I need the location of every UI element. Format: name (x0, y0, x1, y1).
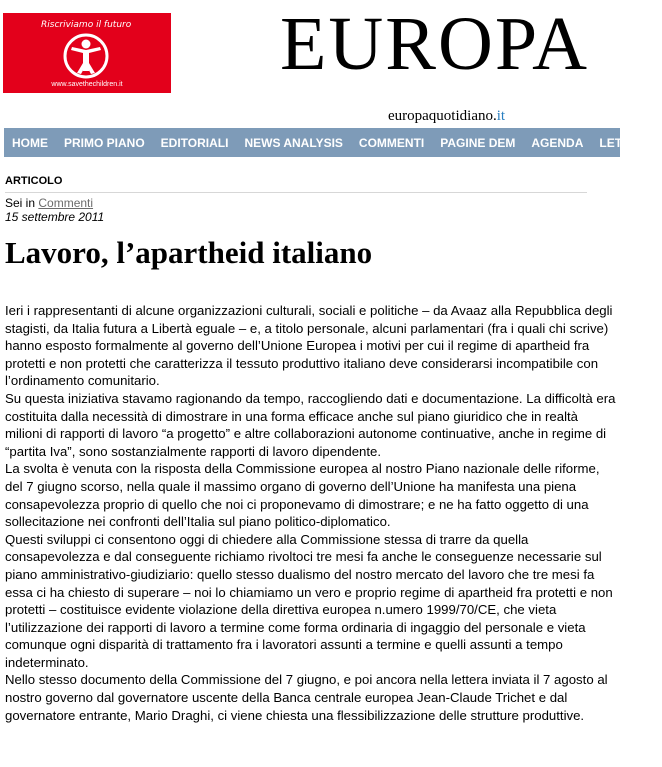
ad-url: www.savethechildren.it (51, 81, 123, 88)
article-date: 15 settembre 2011 (5, 210, 105, 224)
article-paragraph: La svolta è venuta con la risposta della Commissione europea al nostro Piano nazionale delle riforme, del 7 giugno scorso, nella quale il massimo organo di governo dell’Unione ha manifesta una piena consapevolezza proprio di quello che noi ci proponevamo di dimostrare; e ne ha fatto oggetto di una sollecitazione nei confronti dell’Italia sul piano politico-diplomatico. (5, 461, 600, 530)
breadcrumb (5, 196, 93, 210)
nav-commenti[interactable]: COMMENTI (358, 135, 425, 150)
nav-editoriali[interactable]: EDITORIALI (160, 135, 229, 150)
nav-primo-piano[interactable]: PRIMO PIANO (64, 135, 145, 150)
article-paragraph: Ieri i rappresentanti di alcune organizzazioni culturali, sociali e politiche – da Avaaz alla Repubblica degli stagisti, da Italia futura a Libertà eguale – e, a titolo personale, alcuni parlamentari (fra i quali chi scrive) hanno esposto formalmente al governo dell’Unione Europea i motivi per cui il regime di apartheid fra protetti e non protetti che caratterizza il tessuto produttivo italiano deve considerarsi incompatibile con l’ordinamento comunitario. (5, 303, 613, 389)
article-body (5, 302, 617, 724)
nav-lettere[interactable]: LETTERE (599, 135, 655, 150)
masthead-logo[interactable]: EUROPA (280, 2, 590, 86)
breadcrumb-prefix: Sei in (5, 196, 39, 210)
site-url-base: europaquotidiano. (388, 108, 497, 124)
nav-news-analysis[interactable]: NEWS ANALYSIS (244, 135, 343, 150)
breadcrumb-link-commenti[interactable]: Commenti (38, 196, 94, 210)
advertisement-banner[interactable] (3, 13, 171, 93)
nav-pagine-dem[interactable]: PAGINE DEM (440, 135, 516, 150)
article-paragraph: Su questa iniziativa stavamo ragionando da tempo, raccogliendo dati e documentazione. La difficoltà era costituita dalla necessità di dimostrare in una forma efficace anche sul piano giuridico che in realtà milioni di rapporti di lavoro “a progetto” e altre collaborazioni autonome continuative, anche in regime di “partita Iva”, sono sostanzialmente rapporti di lavoro dipendente. (5, 390, 616, 459)
section-label: ARTICOLO (5, 175, 63, 187)
nav-agenda[interactable]: AGENDA (531, 135, 584, 150)
ad-tagline: Riscriviamo il futuro (41, 20, 132, 30)
site-url-tld: it (496, 108, 506, 124)
article-paragraph: Nello stesso documento della Commissione del 7 giugno, e poi ancora nella lettera inviata il 7 agosto al nostro governo dal governatore uscente della Banca centrale europea Jean-Claude Trichet e dal governatore entrante, Mario Draghi, ci viene chiesta una flessibilizzazione delle strutture produttive. (5, 672, 608, 723)
site-url[interactable] (388, 108, 505, 125)
save-the-children-logo-icon (63, 33, 109, 79)
article-title: Lavoro, l’apartheid italiano (5, 235, 373, 270)
nav-home[interactable]: HOME (12, 135, 48, 150)
section-divider (5, 192, 587, 193)
main-navigation (4, 128, 655, 157)
article-paragraph: Questi sviluppi ci consentono oggi di chiedere alla Commissione stessa di trarre da quella consapevolezza e dal conseguente richiamo rivoltoci tre mesi fa anche le conseguenze necessarie sul piano amministrativo-giudiziario: quello stesso dualismo del nostro mercato del lavoro che tre mesi fa essa ci ha chiesto di superare – noi lo chiamiamo un vero e proprio regime di apartheid fra protetti e non protetti – costituisce evidente violazione della direttiva europea n.umero 1999/70/CE, che vieta l’utilizzazione dei rapporti di lavoro a termine come forma ordinaria di ingaggio del personale e vieta comunque ogni disparità di trattamento fra i lavoratori assunti a termine e quelli assunti a tempo indeterminato. (5, 531, 613, 670)
